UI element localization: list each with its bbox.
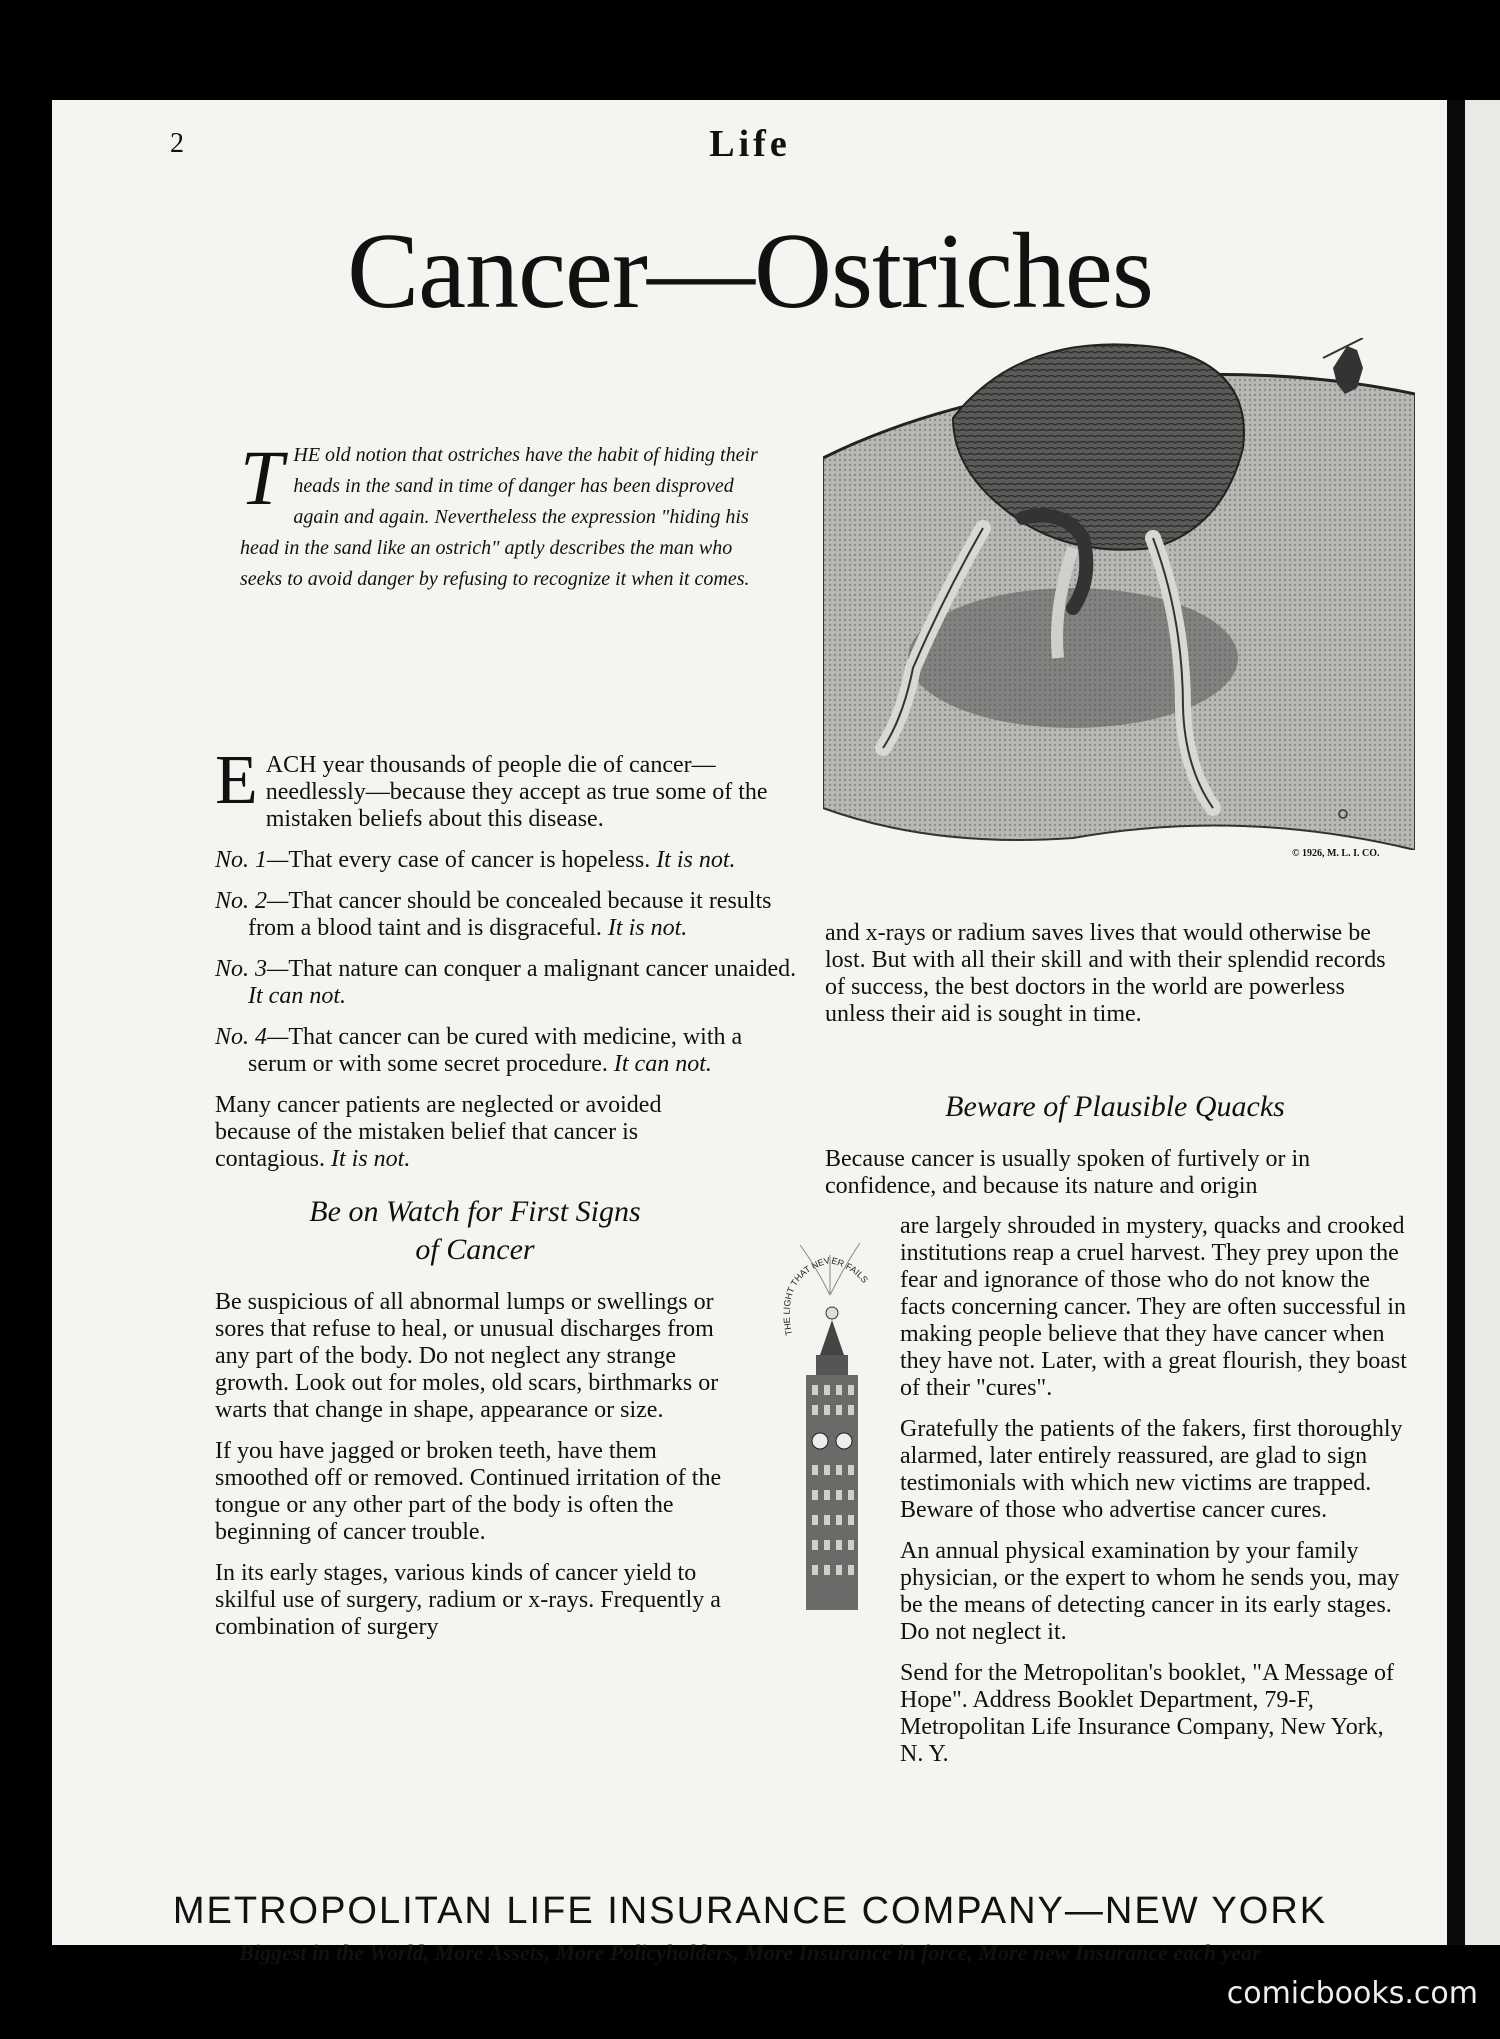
page-number: 2 [170,128,184,159]
myth-text: That cancer should be concealed because it results from a blood taint and is disgraceful. [248,888,772,941]
myth-text: That cancer can be cured with medicine, with a serum or with some secret procedure. [248,1024,743,1077]
myth-number: No. 3— [215,956,289,982]
myth-answer: It can not. [248,983,346,1009]
first-signs-heading [215,1193,735,1269]
myth-item [215,888,798,942]
myth-item [215,956,798,1010]
facing-page-edge [1465,100,1500,1945]
body-paragraph: Gratefully the patients of the fakers, first thoroughly alarmed, later entirely reassured, are glad to sign testimonials with which new victims are trapped. Beware of those who advertise cancer cures. [900,1416,1403,1523]
intro-paragraph [240,434,765,595]
site-watermark: comicbooks.com [1226,1976,1478,2011]
contagious-paragraph [215,1092,735,1173]
left-column [215,742,798,1655]
contagious-answer: It is not. [330,1146,411,1172]
myth-answer: It is not. [607,915,688,941]
body-paragraph: and x-rays or radium saves lives that would otherwise be lost. But with all their skill and with their splendid records of success, the best doctors in the world are powerless unless their aid is sought in time. [825,920,1386,1027]
ostrich-illustration [823,338,1415,850]
page-title: Cancer—Ostriches [347,212,1153,331]
body-paragraph: Send for the Metropolitan's booklet, "A Message of Hope". Address Booklet Department, 79-F, Metropolitan Life Insurance Company, New York, N. Y. [900,1660,1395,1767]
myth-number: No. 1— [215,847,289,873]
lead-dropcap: E [215,742,258,819]
first-signs-heading-line1: Be on Watch for First Signs [309,1195,641,1228]
myth-item [215,1024,798,1078]
body-paragraph: are largely shrouded in mystery, quacks and crooked institutions reap a cruel harvest. They prey upon the fear and ignorance of those who do not know the facts concerning cancer. They are often successful in making people believe that they have cancer when they have not. Later, with a great flourish, they boast of their "cures". [900,1213,1407,1401]
intro-text: HE old notion that ostriches have the habit of hiding their heads in the sand in time of danger has been disproved again and again. Nevertheless the expression "hiding his head in the sand like an ostrich" aptly describes the man who seeks to avoid danger by refusing to recognize it when it comes. [240,444,758,590]
body-paragraph: If you have jagged or broken teeth, have them smoothed off or removed. Continued irritation of the tongue or any other part of the body is often the beginning of cancer trouble. [215,1438,722,1545]
myth-number: No. 4— [215,1024,289,1050]
contagious-text: Many cancer patients are neglected or avoided because of the mistaken belief that cancer is contagious. [215,1092,662,1172]
myth-answer: It is not. [656,847,736,873]
tower-motto: THE LIGHT THAT NEVER FAILS [781,1255,870,1337]
first-signs-heading-line2: of Cancer [415,1233,535,1266]
body-paragraph: In its early stages, various kinds of cancer yield to skilful use of surgery, radium or x-rays. Frequently a combination of surgery [215,1560,721,1640]
myth-text: That nature can conquer a malignant cancer unaided. [288,956,797,982]
myth-number: No. 2— [215,888,289,914]
myth-text: That every case of cancer is hopeless. [288,847,657,873]
page-gutter [1447,100,1465,1945]
company-tagline: Biggest in the World, More Assets, More Policyholders, More Insurance in force, More new Insurance each year [239,1940,1261,1965]
quacks-heading: Beware of Plausible Quacks [945,1090,1285,1123]
svg-text:THE LIGHT THAT NEVER FAILS [782,1255,870,1336]
body-paragraph: Be suspicious of all abnormal lumps or swellings or sores that refuse to heal, or unusual discharges from any part of the body. Do not neglect any strange growth. Look out for moles, old scars, birthmarks or warts that change in shape, appearance or size. [215,1289,719,1423]
right-column-indented [900,1213,1408,1782]
myth-item [215,847,798,874]
lead-text: ACH year thousands of people die of cancer—needlessly—because they accept as true some of the mistaken beliefs about this disease. [265,752,768,832]
right-column-top [825,920,1405,1042]
lead-paragraph [215,742,798,833]
copyright-notice: © 1926, M. L. I. CO. [1292,848,1380,859]
body-paragraph: An annual physical examination by your family physician, or the expert to whom he sends you, may be the means of detecting cancer in its early stages. Do not neglect it. [900,1538,1400,1645]
quacks-section [825,1088,1405,1200]
masthead: Life [709,123,791,165]
intro-dropcap: T [240,434,284,521]
metropolitan-tower-illustration [770,1235,900,1610]
body-paragraph: Because cancer is usually spoken of furtively or in confidence, and because its nature and origin [825,1146,1311,1199]
company-name: METROPOLITAN LIFE INSURANCE COMPANY—NEW YORK [172,1890,1328,1932]
myth-answer: It can not. [613,1051,712,1077]
